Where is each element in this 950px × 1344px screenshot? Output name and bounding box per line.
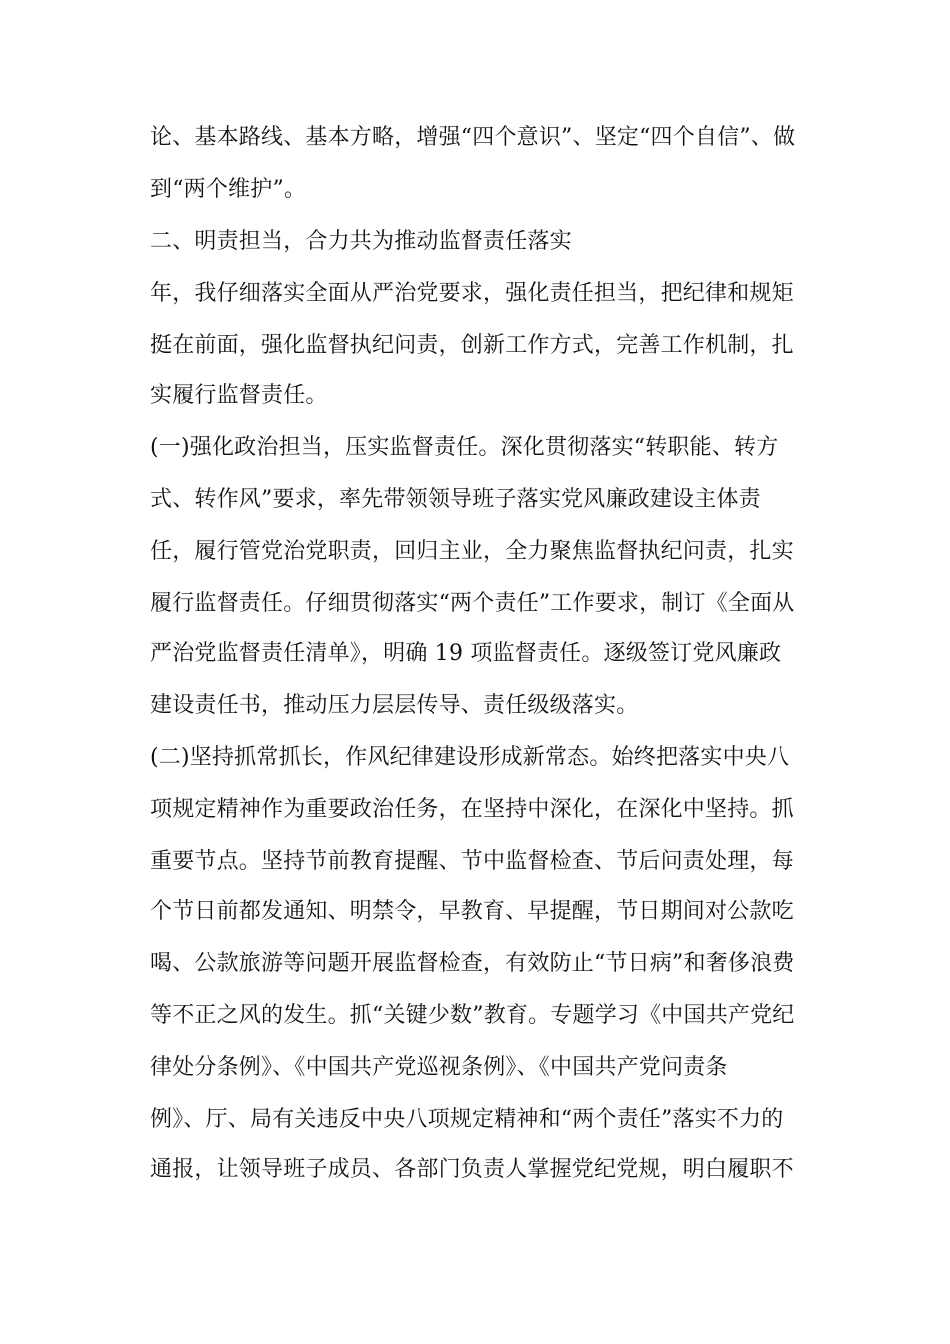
text-line: 严治党监督责任清单》，明确 19 项监督责任。逐级签订党风廉政 — [150, 641, 782, 666]
text-line: 任，履行管党治党职责，回归主业，全力聚焦监督执纪问责，扎实 — [150, 539, 794, 564]
text-line: (二)坚持抓常抓长，作风纪律建设形成新常态。始终把落实中央八 — [150, 745, 790, 770]
text-line: 律处分条例》、《中国共产党巡视条例》、《中国共产党问责条 — [150, 1055, 728, 1080]
text-line: 到“两个维护”。 — [150, 177, 307, 202]
text-line: 个节日前都发通知、明禁令，早教育、早提醒，节日期间对公款吃 — [150, 899, 794, 924]
text-line: 项规定精神作为重要政治任务，在坚持中深化，在深化中坚持。抓 — [150, 797, 794, 822]
text-line: 式、转作风”要求，率先带领领导班子落实党风廉政建设主体责 — [150, 487, 761, 512]
section-heading: 二、明责担当，合力共为推动监督责任落实 — [150, 229, 572, 254]
text-line: 论、基本路线、基本方略，增强“四个意识”、坚定“四个自信”、做 — [150, 125, 796, 150]
text-line: 年，我仔细落实全面从严治党要求，强化责任担当，把纪律和规矩 — [150, 281, 794, 306]
text-line: 通报，让领导班子成员、各部门负责人掌握党纪党规，明白履职不 — [150, 1157, 794, 1182]
text-line: 挺在前面，强化监督执纪问责，创新工作方式，完善工作机制，扎 — [150, 333, 794, 358]
text-line: 实履行监督责任。 — [150, 383, 328, 408]
text-line: 重要节点。坚持节前教育提醒、节中监督检查、节后问责处理，每 — [150, 849, 794, 874]
text-line: (一)强化政治担当，压实监督责任。深化贯彻落实“转职能、转方 — [150, 435, 779, 460]
text-line: 喝、公款旅游等问题开展监督检查，有效防止“节日病”和奢侈浪费 — [150, 951, 795, 976]
text-line: 等不正之风的发生。抓“关键少数”教育。专题学习《中国共产党纪 — [150, 1003, 795, 1028]
text-line: 履行监督责任。仔细贯彻落实“两个责任”工作要求，制订《全面从 — [150, 591, 795, 616]
text-line: 例》、厅、局有关违反中央八项规定精神和“两个责任”落实不力的 — [150, 1107, 784, 1132]
text-line: 建设责任书，推动压力层层传导、责任级级落实。 — [150, 693, 639, 718]
